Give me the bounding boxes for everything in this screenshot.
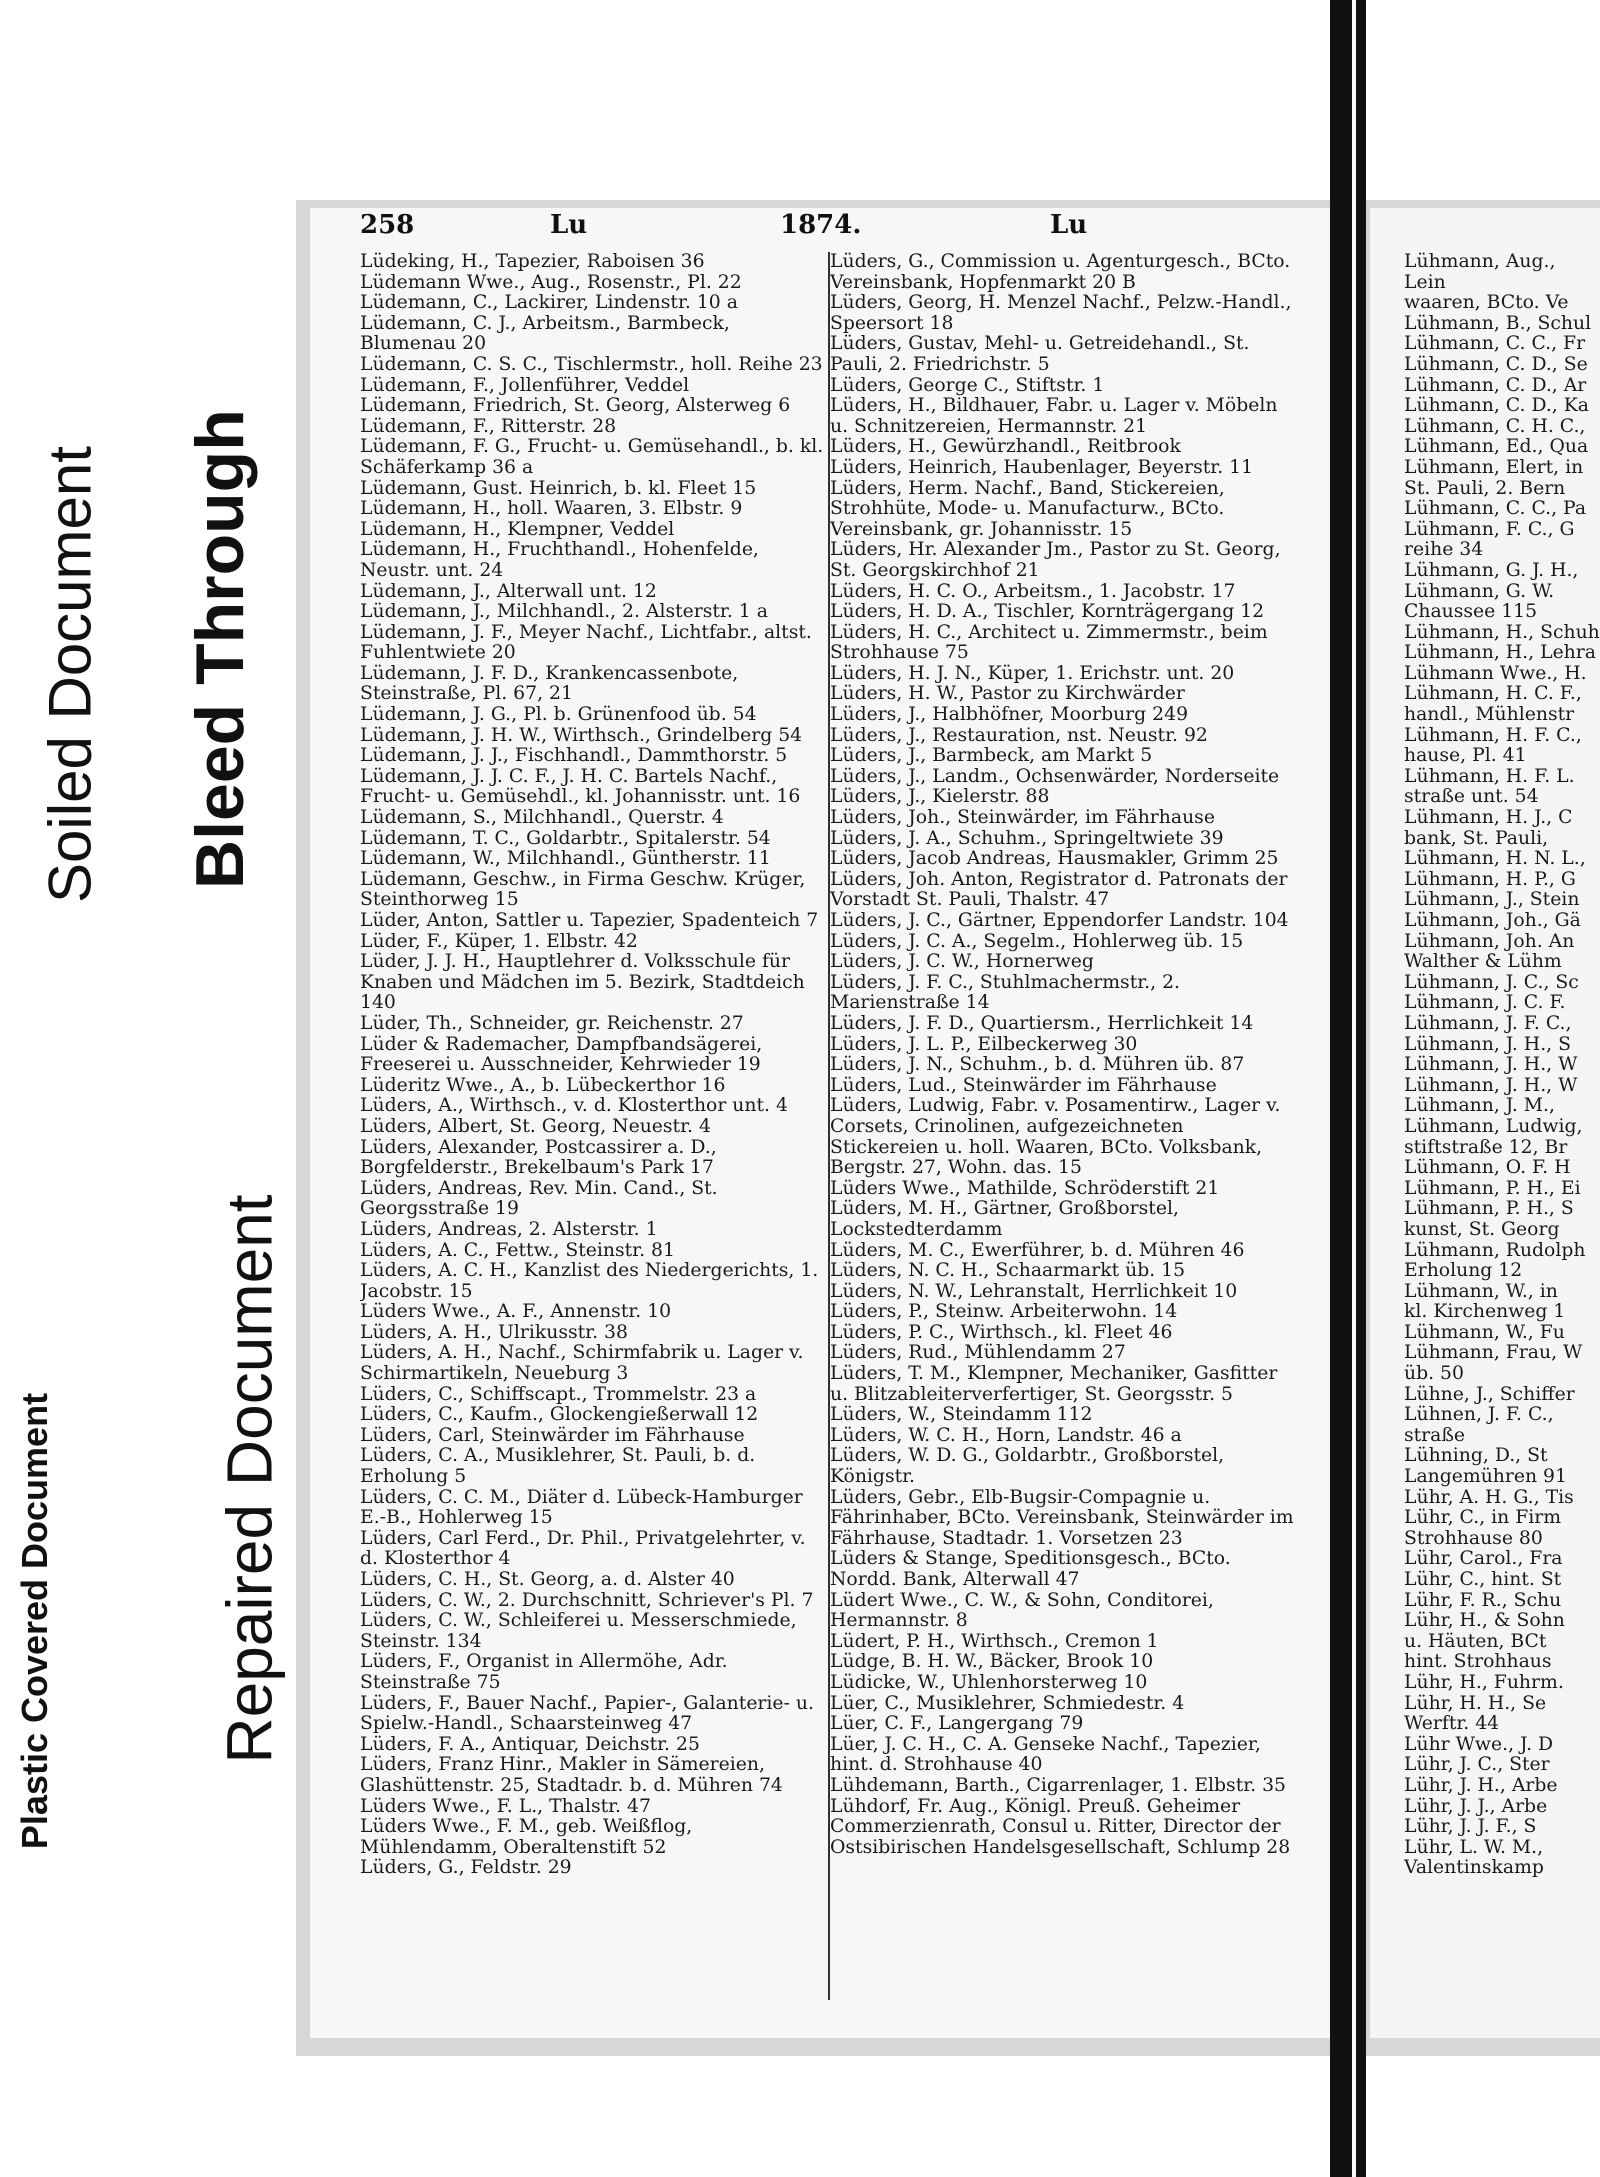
directory-entry: Lüdemann, J. F., Meyer Nachf., Lichtfabr., altst. Fuhlentwiete 20 [360, 621, 812, 664]
directory-entry: Lüdert Wwe., C. W., & Sohn, Conditorei, Hermannstr. 8 [830, 1589, 1214, 1632]
directory-entry: Lühmann, P. H., S [1404, 1198, 1574, 1220]
directory-entry: Lüdemann, J. F. D., Krankencassenbote, Steinstraße, Pl. 67, 21 [360, 662, 739, 705]
directory-column-middle [830, 252, 1298, 2012]
directory-entry: kunst, St. Georg [1404, 1218, 1560, 1240]
directory-entry: Lüdemann, J. H. W., Wirthsch., Grindelberg 54 [360, 724, 803, 746]
directory-entry: Lüdemann, H., holl. Waaren, 3. Elbstr. 9 [360, 498, 743, 520]
directory-entry: Lüders & Stange, Speditionsgesch., BCto. Nordd. Bank, Alterwall 47 [830, 1548, 1231, 1590]
directory-entry: Lühmann, H. J., C [1404, 807, 1573, 829]
directory-entry: Lühr, C., hint. St [1404, 1569, 1562, 1590]
directory-entry: Lüders Wwe., Mathilde, Schröderstift 21 [830, 1177, 1220, 1199]
directory-entry: Lüdemann, J., Alterwall unt. 12 [360, 580, 657, 602]
directory-entry: Lüders, C. H., St. Georg, a. d. Alster 40 [360, 1569, 735, 1590]
label-soiled-document: Soiled Document [36, 446, 104, 903]
directory-entry: St. Pauli, 2. Bern [1404, 477, 1566, 499]
directory-entry: straße unt. 54 [1404, 786, 1539, 808]
directory-entry: Lühmann, Ed., Qua [1404, 436, 1589, 458]
directory-entry: Lühmann, O. F. H [1404, 1157, 1571, 1179]
directory-entry: Lühmann, H., Schuh [1404, 621, 1600, 643]
directory-entry: Lüders, Andreas, 2. Alsterstr. 1 [360, 1218, 658, 1240]
directory-entry: Lüders, W. D. G., Goldarbtr., Großborstel, Königstr. [830, 1445, 1225, 1488]
directory-entry: Lühr, F. R., Schu [1404, 1589, 1562, 1611]
directory-entry: Lüders, T. M., Klempner, Mechaniker, Gasfitter u. Blitzableiterverfertiger, St. Georgsstr. 5 [830, 1363, 1278, 1405]
directory-entry: Lüder & Rademacher, Dampfbandsägerei, Freeserei u. Ausschneider, Kehrwieder 19 [360, 1033, 763, 1076]
directory-entry: Lühmann, W., Fu [1404, 1321, 1565, 1343]
directory-entry: Lühmann, J. C. F. [1404, 992, 1566, 1014]
book-binding [1330, 0, 1366, 2177]
directory-entry: Lüders, Lud., Steinwärder im Fährhause [830, 1074, 1217, 1096]
directory-entry: Lüders, H. D. A., Tischler, Kornträgergang 12 [830, 601, 1265, 623]
header-year: 1874. [780, 210, 862, 240]
directory-entry: Lüders, H., Gewürzhandl., Reitbrook [830, 436, 1181, 458]
directory-entry: Lüders, C. C. M., Diäter d. Lübeck-Hamburger E.-B., Hohlerweg 15 [360, 1486, 803, 1529]
directory-entry: Lüders, A. C. H., Kanzlist des Niedergerichts, 1. Jacobstr. 15 [360, 1260, 819, 1302]
directory-entry: Lühr, H., & Sohn [1404, 1610, 1565, 1632]
binding-gap [1352, 0, 1356, 2177]
directory-entry: Lüders, W. C. H., Horn, Landstr. 46 a [830, 1424, 1182, 1446]
directory-entry: Lüders, M. C., Ewerführer, b. d. Mühren 46 [830, 1239, 1245, 1261]
directory-entry: Lüders, Andreas, Rev. Min. Cand., St. Georgsstraße 19 [360, 1177, 718, 1220]
directory-entry: Lühr, A. H. G., Tis [1404, 1486, 1574, 1508]
directory-entry: Lüders Wwe., A. F., Annenstr. 10 [360, 1301, 672, 1323]
directory-entry: Lühmann Wwe., H. [1404, 662, 1587, 684]
directory-entry: Lüders, Heinrich, Haubenlager, Beyerstr. 11 [830, 456, 1254, 478]
directory-entry: Lüders, C., Kaufm., Glockengießerwall 12 [360, 1404, 759, 1426]
directory-column-right-page [1404, 252, 1600, 2012]
directory-entry: Lüders, C. A., Musiklehrer, St. Pauli, b. d. Erholung 5 [360, 1445, 756, 1488]
directory-entry: Lüdge, B. H. W., Bäcker, Brook 10 [830, 1651, 1154, 1673]
directory-entry: Lühnen, J. F. C., [1404, 1404, 1554, 1426]
directory-entry: Lühmann, C. D., Ar [1404, 374, 1587, 396]
directory-entry: Lühmann, Rudolph [1404, 1239, 1586, 1261]
directory-entry: Lühmann, C. C., Pa [1404, 498, 1587, 520]
directory-entry: Lühne, J., Schiffer [1404, 1383, 1575, 1405]
directory-entry: Lüders, Jacob Andreas, Hausmakler, Grimm 25 [830, 848, 1279, 870]
directory-entry: Lühmann, J. M., [1404, 1095, 1555, 1117]
directory-entry: Lüders, A. C., Fettw., Steinstr. 81 [360, 1239, 675, 1261]
directory-entry: Lüders Wwe., F. M., geb. Weißflog, Mühlendamm, Oberaltenstift 52 [360, 1816, 693, 1858]
directory-entry: Lüders, H. C., Architect u. Zimmermstr., beim Strohhause 75 [830, 621, 1268, 664]
directory-entry: Lühr, C., in Firm [1404, 1507, 1562, 1529]
directory-entry: Lüders, J., Barmbeck, am Markt 5 [830, 745, 1153, 767]
directory-entry: Lüders, Georg, H. Menzel Nachf., Pelzw.-Handl., Speersort 18 [830, 292, 1292, 334]
directory-entry: Lüdemann, H., Klempner, Veddel [360, 518, 675, 540]
directory-entry: Lüders, C. W., Schleiferei u. Messerschmiede, Steinstr. 134 [360, 1610, 797, 1652]
directory-entry: bank, St. Pauli, [1404, 827, 1549, 849]
directory-entry: Lüders, H. W., Pastor zu Kirchwärder [830, 683, 1185, 705]
directory-entry: Lüders, Gebr., Elb-Bugsir-Compagnie u. Fährinhaber, BCto. Vereinsbank, Steinwärder im Fährhause, Stadtadr. 1. Vorsetzen 23 [830, 1486, 1294, 1549]
directory-entry: Lüders, Rud., Mühlendamm 27 [830, 1342, 1126, 1364]
directory-entry: Lüders, Franz Hinr., Makler in Sämereien, Glashüttenstr. 25, Stadtadr. b. d. Mühren 74 [360, 1754, 783, 1796]
directory-entry: Lühmann, C. H. C., [1404, 415, 1586, 437]
directory-entry: Lühr, J. J. F., S [1404, 1816, 1537, 1838]
directory-entry: Lüders, Joh., Steinwärder, im Fährhause [830, 807, 1215, 829]
directory-entry: Lühmann, B., Schul [1404, 312, 1592, 334]
directory-entry: Lühmann, C. D., Ka [1404, 395, 1589, 417]
directory-entry: Lüders, Herm. Nachf., Band, Stickereien, Strohhüte, Mode- u. Manufacturw., BCto. Vereinsbank, gr. Johannisstr. 15 [830, 477, 1225, 540]
directory-entry: Lüders, A., Wirthsch., v. d. Klosterthor unt. 4 [360, 1095, 788, 1117]
directory-entry: Lüders, H., Bildhauer, Fabr. u. Lager v. Möbeln u. Schnitzereien, Hermannstr. 21 [830, 395, 1278, 437]
directory-entry: Lühmann, W., in [1404, 1280, 1558, 1302]
directory-entry: Lüders, H. J. N., Küper, 1. Erichstr. unt. 20 [830, 662, 1235, 684]
directory-entry: Lühmann, Joh. An [1404, 930, 1575, 952]
directory-entry: Lühr, J. C., Ster [1404, 1754, 1550, 1776]
directory-entry: Lühmann, H. P., G [1404, 868, 1576, 890]
directory-entry: Lüders, P., Steinw. Arbeiterwohn. 14 [830, 1301, 1178, 1323]
directory-entry: Strohhause 80 [1404, 1527, 1543, 1549]
directory-entry: Lüders, Carl Ferd., Dr. Phil., Privatgelehrter, v. d. Klosterthor 4 [360, 1527, 806, 1570]
directory-entry: Lüder, Anton, Sattler u. Tapezier, Spadenteich 7 [360, 910, 819, 931]
directory-entry: Lühr, J. H., Arbe [1404, 1774, 1558, 1796]
directory-entry: Lühr, Carol., Fra [1404, 1548, 1563, 1570]
directory-entry: Lüders, J. L. P., Eilbeckerweg 30 [830, 1033, 1138, 1055]
directory-entry: Lüders, F., Organist in Allermöhe, Adr. Steinstraße 75 [360, 1651, 728, 1693]
directory-entry: Lühmann, J. C., Sc [1404, 971, 1579, 993]
directory-entry: Lüders, J. N., Schuhm., b. d. Mühren üb. 87 [830, 1054, 1245, 1076]
directory-entry: Lühmann, C. C., Fr [1404, 333, 1586, 355]
directory-entry: Lüdemann, F. G., Frucht- u. Gemüsehandl., b. kl. Schäferkamp 36 a [360, 436, 824, 478]
directory-entry: Lüders, J. C. A., Segelm., Hohlerweg üb. 15 [830, 930, 1244, 952]
directory-entry: Lüdemann, J. G., Pl. b. Grünenfood üb. 54 [360, 704, 757, 726]
directory-entry: hint. Strohhaus [1404, 1651, 1552, 1673]
directory-entry: Lüders, W., Steindamm 112 [830, 1404, 1093, 1426]
header-letters-left: Lu [550, 210, 588, 240]
directory-entry: Lüdemann, F., Jollenführer, Veddel [360, 374, 690, 396]
page-number: 258 [360, 210, 415, 240]
directory-entry: Lüders, P. C., Wirthsch., kl. Fleet 46 [830, 1321, 1173, 1343]
directory-entry: Lüders, N. C. H., Schaarmarkt üb. 15 [830, 1260, 1186, 1282]
directory-entry: Lühr, L. W. M., [1404, 1836, 1544, 1858]
directory-entry: straße [1404, 1424, 1466, 1446]
page-header [360, 210, 1100, 244]
directory-entry: Lüders, J. C., Gärtner, Eppendorfer Landstr. 104 [830, 910, 1289, 931]
directory-entry: Lüders, J. A., Schuhm., Springeltwiete 39 [830, 827, 1224, 849]
directory-column-left [360, 252, 826, 2012]
directory-entry: Lüders, J., Restauration, nst. Neustr. 92 [830, 724, 1208, 746]
directory-entry: Lühmann, Frau, W [1404, 1342, 1583, 1364]
directory-entry: Lüder, Th., Schneider, gr. Reichenstr. 27 [360, 1012, 744, 1034]
directory-entry: Lüdert, P. H., Wirthsch., Cremon 1 [830, 1630, 1159, 1652]
directory-entry: Lüders, Hr. Alexander Jm., Pastor zu St. Georg, St. Georgskirchhof 21 [830, 539, 1281, 581]
directory-entry: Lühmann, J. H., W [1404, 1054, 1578, 1076]
directory-entry: Lüders, J., Kielerstr. 88 [830, 786, 1050, 808]
directory-entry: stiftstraße 12, Br [1404, 1136, 1568, 1158]
directory-entry: Lühmann, H. F. C., [1404, 724, 1582, 746]
directory-entry: Walther & Lühm [1404, 951, 1562, 973]
directory-entry: Lüer, J. C. H., C. A. Genseke Nachf., Tapezier, hint. d. Strohhause 40 [830, 1733, 1261, 1776]
directory-entry: Lüdemann, S., Milchhandl., Querstr. 4 [360, 807, 724, 829]
directory-entry: Lüders, J. F. C., Stuhlmachermstr., 2. Marienstraße 14 [830, 971, 1180, 1014]
directory-entry: Lüdemann, J., Milchhandl., 2. Alsterstr. 1 a [360, 601, 768, 623]
directory-entry: Lühmann, Aug., Lein [1404, 252, 1556, 293]
directory-entry: Lüdemann Wwe., Aug., Rosenstr., Pl. 22 [360, 271, 742, 293]
directory-entry: waaren, BCto. Ve [1404, 292, 1569, 314]
directory-entry: Lüders, G., Feldstr. 29 [360, 1857, 572, 1879]
directory-entry: reihe 34 [1404, 539, 1484, 561]
directory-entry: Lühmann, J. H., W [1404, 1074, 1578, 1096]
directory-entry: Lüders, J., Halbhöfner, Moorburg 249 [830, 704, 1189, 726]
directory-entry: Erholung 12 [1404, 1260, 1523, 1282]
directory-entry: Lühr, H., Fuhrm. [1404, 1671, 1564, 1693]
header-letters-right: Lu [1050, 210, 1088, 240]
directory-entry: üb. 50 [1404, 1363, 1464, 1385]
directory-entry: Lüders, George C., Stiftstr. 1 [830, 374, 1105, 396]
directory-entry: Lühmann, J. H., S [1404, 1033, 1571, 1055]
directory-entry: Lüdicke, W., Uhlenhorsterweg 10 [830, 1671, 1148, 1693]
directory-entry: Lüdemann, T. C., Goldarbtr., Spitalerstr. 54 [360, 827, 771, 849]
directory-entry: Lühmann, H., Lehra [1404, 642, 1596, 664]
directory-entry: Lüer, C. F., Langergang 79 [830, 1713, 1084, 1735]
directory-entry: Lüdemann, F., Ritterstr. 28 [360, 415, 617, 437]
directory-entry: Lühr Wwe., J. D [1404, 1733, 1554, 1755]
directory-entry: Lüder, F., Küper, 1. Elbstr. 42 [360, 930, 638, 952]
directory-entry: handl., Mühlenstr [1404, 704, 1575, 726]
directory-entry: Lüdemann, Geschw., in Firma Geschw. Krüger, Steinthorweg 15 [360, 868, 806, 911]
annotation-labels [0, 0, 300, 2177]
directory-entry: Lühmann, G. J. H., [1404, 559, 1579, 581]
directory-entry: Lüders, A. H., Nachf., Schirmfabrik u. Lager v. Schirmartikeln, Neueburg 3 [360, 1342, 804, 1385]
directory-entry: hause, Pl. 41 [1404, 745, 1527, 767]
directory-entry: Lüders, Carl, Steinwärder im Fährhause [360, 1424, 745, 1446]
directory-entry: Lüders, C. W., 2. Durchschnitt, Schriever's Pl. 7 [360, 1589, 814, 1611]
directory-entry: Lüders, Gustav, Mehl- u. Getreidehandl., St. Pauli, 2. Friedrichstr. 5 [830, 333, 1250, 375]
directory-entry: Chaussee 115 [1404, 601, 1538, 623]
directory-entry: Lüders, F. A., Antiquar, Deichstr. 25 [360, 1733, 700, 1755]
directory-entry: Lühmann, Joh., Gä [1404, 910, 1581, 931]
directory-entry: Lüders, Ludwig, Fabr. v. Posamentirw., Lager v. Corsets, Crinolinen, aufgezeichneten Stickereien u. holl. Waaren, BCto. Volksbank, Bergstr. 27, Wohn. das. 15 [830, 1095, 1281, 1179]
directory-entry: Lühmann, H. N. L., [1404, 848, 1586, 870]
directory-entry: Lüer, C., Musiklehrer, Schmiedestr. 4 [830, 1692, 1185, 1714]
directory-entry: Lühdorf, Fr. Aug., Königl. Preuß. Geheimer Commerzienrath, Consul u. Ritter, Director der Ostsibirischen Handelsgesellschaft, Schlump 28 [830, 1795, 1291, 1858]
directory-entry: Lüdemann, C. J., Arbeitsm., Barmbeck, Blumenau 20 [360, 312, 730, 355]
directory-entry: Lüdemann, J. J. C. F., J. H. C. Bartels Nachf., Frucht- u. Gemüsehdl., kl. Johannisstr. unt. 16 [360, 765, 801, 808]
directory-entry: Lühmann, J., Stein [1404, 889, 1580, 911]
directory-entry: Lüders, Alexander, Postcassirer a. D., Borgfelderstr., Brekelbaum's Park 17 [360, 1136, 717, 1179]
directory-entry: Lüders, Albert, St. Georg, Neuestr. 4 [360, 1115, 711, 1137]
directory-entry: Lüdemann, H., Fruchthandl., Hohenfelde, Neustr. unt. 24 [360, 539, 759, 581]
directory-entry: Lüdemann, W., Milchhandl., Güntherstr. 11 [360, 848, 771, 870]
directory-entry: Lüders, G., Commission u. Agenturgesch., BCto. Vereinsbank, Hopfenmarkt 20 B [830, 252, 1291, 293]
directory-entry: Lühr, J. J., Arbe [1404, 1795, 1548, 1817]
directory-entry: Lüders, J. C. W., Hornerweg [830, 951, 1094, 973]
directory-entry: Lühmann, G. W. [1404, 580, 1555, 602]
directory-entry: kl. Kirchenweg 1 [1404, 1301, 1566, 1323]
directory-entry: Lühmann, H. F. L. [1404, 765, 1575, 787]
directory-entry: Lüder, J. J. H., Hauptlehrer d. Volksschule für Knaben und Mädchen im 5. Bezirk, Stadtdeich 140 [360, 951, 805, 1014]
directory-entry: Lühmann, Elert, in [1404, 456, 1584, 478]
directory-entry: Lühmann, F. C., G [1404, 518, 1575, 540]
directory-entry: Lühmann, H. C. F., [1404, 683, 1582, 705]
directory-entry: Lühmann, J. F. C., [1404, 1012, 1572, 1034]
directory-entry: Lüders, C., Schiffscapt., Trommelstr. 23 a [360, 1383, 757, 1405]
directory-entry: Lüders, H. C. O., Arbeitsm., 1. Jacobstr. 17 [830, 580, 1236, 602]
directory-entry: Lüdemann, C., Lackirer, Lindenstr. 10 a [360, 292, 738, 314]
directory-entry: Werftr. 44 [1404, 1713, 1500, 1735]
directory-entry: u. Häuten, BCt [1404, 1630, 1547, 1652]
directory-entry: Lüders, M. H., Gärtner, Großborstel, Lockstedterdamm [830, 1198, 1179, 1240]
directory-entry: Lüders, F., Bauer Nachf., Papier-, Galanterie- u. Spielw.-Handl., Schaarsteinweg 47 [360, 1692, 814, 1735]
label-bleed-through: Bleed Through [182, 409, 258, 889]
directory-entry: Lühmann, Ludwig, [1404, 1115, 1583, 1137]
directory-entry: Lüders, J. F. D., Quartiersm., Herrlichkeit 14 [830, 1012, 1254, 1034]
directory-entry: Lüdeking, H., Tapezier, Raboisen 36 [360, 252, 705, 272]
directory-entry: Lüders, A. H., Ulrikusstr. 38 [360, 1321, 628, 1343]
directory-entry: Langemühren 91 [1404, 1466, 1567, 1488]
label-repaired-document: Repaired Document [213, 1194, 286, 1764]
directory-entry: Lühdemann, Barth., Cigarrenlager, 1. Elbstr. 35 [830, 1774, 1286, 1796]
directory-entry: Valentinskamp [1404, 1857, 1544, 1879]
directory-entry: Lüderitz Wwe., A., b. Lübeckerthor 16 [360, 1074, 726, 1096]
directory-entry: Lüdemann, C. S. C., Tischlermstr., holl. Reihe 23 [360, 353, 823, 375]
directory-entry: Lüders, J., Landm., Ochsenwärder, Norderseite [830, 765, 1280, 787]
directory-entry: Lüdemann, Gust. Heinrich, b. kl. Fleet 15 [360, 477, 757, 499]
directory-entry: Lüdemann, J. J., Fischhandl., Dammthorstr. 5 [360, 745, 788, 767]
directory-entry: Lüdemann, Friedrich, St. Georg, Alsterweg 6 [360, 395, 791, 417]
directory-entry: Lühmann, P. H., Ei [1404, 1177, 1581, 1199]
directory-entry: Lühmann, C. D., Se [1404, 353, 1588, 375]
directory-entry: Lüders, Joh. Anton, Registrator d. Patronats der Vorstadt St. Pauli, Thalstr. 47 [830, 868, 1288, 911]
directory-entry: Lühning, D., St [1404, 1445, 1548, 1467]
directory-entry: Lüders Wwe., F. L., Thalstr. 47 [360, 1795, 651, 1817]
directory-entry: Lühr, H. H., Se [1404, 1692, 1547, 1714]
label-plastic-covered-document: Plastic Covered Document [14, 1392, 55, 1850]
directory-entry: Lüders, N. W., Lehranstalt, Herrlichkeit 10 [830, 1280, 1238, 1302]
